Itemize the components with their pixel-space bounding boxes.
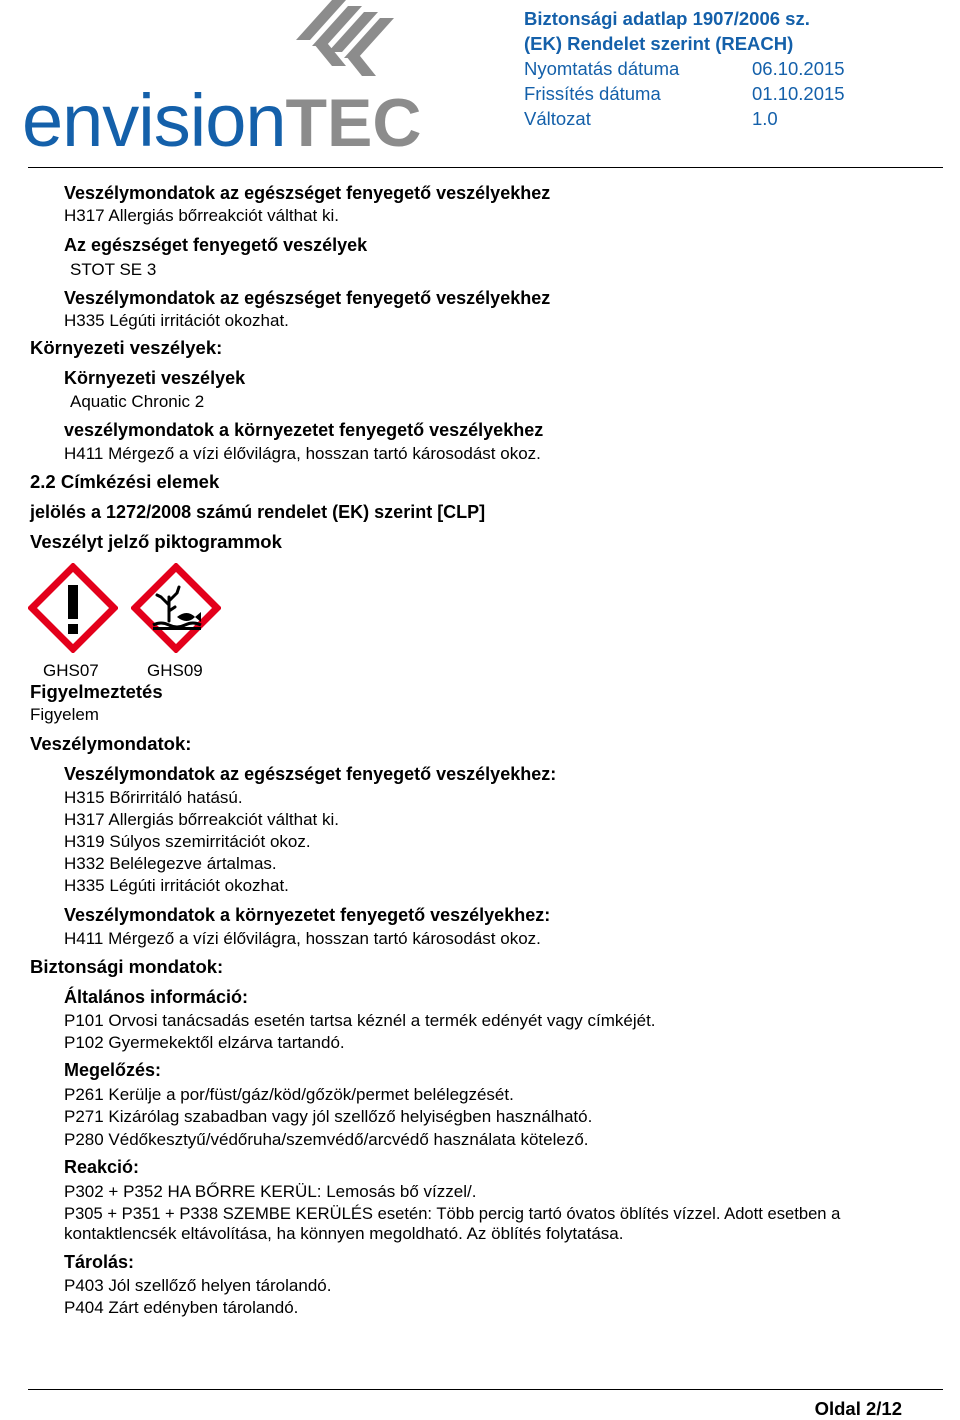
precautionary-statement: kontaktlencsék eltávolítása, ha könnyen megoldható. Az öblítés folytatása. bbox=[64, 1224, 624, 1243]
version-row bbox=[524, 106, 845, 131]
precautionary-statement: P305 + P351 + P338 SZEMBE KERÜLÉS esetén: Több percig tartó óvatos öblítés vízzel. Adott esetben a bbox=[64, 1204, 841, 1223]
document-title-line2: (EK) Rendelet szerint (REACH) bbox=[524, 33, 794, 54]
hazard-statement: H411 Mérgező a vízi élővilágra, hosszan tartó károsodást okoz. bbox=[64, 929, 541, 948]
storage-heading: Tárolás: bbox=[64, 1252, 135, 1272]
signal-word-title: Figyelmeztetés bbox=[30, 681, 163, 702]
signal-word-value: Figyelem bbox=[30, 705, 99, 724]
version-label: Változat bbox=[524, 108, 591, 129]
precautionary-statement: P280 Védőkesztyű/védőruha/szemvédő/arcvédő használata kötelező. bbox=[64, 1130, 589, 1149]
pictogram-code: GHS09 bbox=[147, 661, 203, 680]
hazard-statement: H317 Allergiás bőrreakciót válthat ki. bbox=[64, 206, 339, 225]
prevention-heading: Megelőzés: bbox=[64, 1060, 162, 1080]
pictograms-heading: Veszélyt jelző piktogrammok bbox=[30, 531, 282, 552]
logo-wordmark bbox=[22, 79, 422, 162]
hazard-statement: H332 Belélegezve ártalmas. bbox=[64, 854, 277, 873]
hazard-statement: H411 Mérgező a vízi élővilágra, hosszan tartó károsodást okoz. bbox=[64, 444, 541, 463]
hazard-class: STOT SE 3 bbox=[70, 260, 157, 279]
version-value: 1.0 bbox=[752, 108, 778, 129]
precautionary-statement: P404 Zárt edényben tárolandó. bbox=[64, 1298, 299, 1317]
environment-hazards-title: Környezeti veszélyek: bbox=[30, 337, 223, 358]
precautionary-statements-title: Biztonsági mondatok: bbox=[30, 956, 224, 977]
pictogram-code: GHS07 bbox=[43, 661, 99, 680]
section-heading: Az egészséget fenyegető veszélyek bbox=[64, 235, 368, 255]
print-date-value: 06.10.2015 bbox=[752, 58, 845, 79]
document-info bbox=[524, 6, 845, 131]
hazard-statements-title: Veszélymondatok: bbox=[30, 733, 192, 754]
hazard-statement: H317 Allergiás bőrreakciót válthat ki. bbox=[64, 810, 339, 829]
footer-divider bbox=[28, 1389, 943, 1390]
precautionary-statement: P271 Kizárólag szabadban vagy jól szellőző helyiségben használható. bbox=[64, 1107, 593, 1126]
precautionary-statement: P403 Jól szellőző helyen tárolandó. bbox=[64, 1276, 332, 1295]
logo-mark-icon bbox=[284, 0, 404, 82]
precautionary-statement: P102 Gyermekektől elzárva tartandó. bbox=[64, 1033, 345, 1052]
revision-date-label: Frissítés dátuma bbox=[524, 83, 661, 104]
clp-heading: jelölés a 1272/2008 számú rendelet (EK) szerint [CLP] bbox=[30, 502, 486, 522]
revision-date-value: 01.10.2015 bbox=[752, 83, 845, 104]
section-heading: veszélymondatok a környezetet fenyegető veszélyekhez bbox=[64, 420, 544, 440]
general-info-heading: Általános információ: bbox=[64, 987, 249, 1007]
environment-hazard-heading: Veszélymondatok a környezetet fenyegető veszélyekhez: bbox=[64, 905, 551, 925]
hazard-statement: H319 Súlyos szemirritációt okoz. bbox=[64, 832, 311, 851]
hazard-statement: H335 Légúti irritációt okozhat. bbox=[64, 876, 289, 895]
precautionary-statement: P302 + P352 HA BŐRRE KERÜL: Lemosás bő vízzel/. bbox=[64, 1182, 477, 1201]
revision-date-row bbox=[524, 81, 845, 106]
document-title-line1: Biztonsági adatlap 1907/2006 sz. bbox=[524, 8, 810, 29]
company-logo bbox=[22, 0, 472, 165]
environment-hazard-icon bbox=[131, 563, 221, 653]
page-number: Oldal 2/12 bbox=[814, 1398, 902, 1419]
section-heading: Veszélymondatok az egészséget fenyegető veszélyekhez bbox=[64, 288, 551, 308]
hazard-class: Aquatic Chronic 2 bbox=[70, 392, 205, 411]
precautionary-statement: P261 Kerülje a por/füst/gáz/köd/gőzök/permet belélegzését. bbox=[64, 1085, 514, 1104]
logo-wordmark-main: envision bbox=[22, 79, 286, 162]
hazard-statement: H335 Légúti irritációt okozhat. bbox=[64, 311, 289, 330]
response-heading: Reakció: bbox=[64, 1157, 140, 1177]
section-heading: Veszélymondatok az egészséget fenyegető veszélyekhez bbox=[64, 183, 551, 203]
health-hazard-heading: Veszélymondatok az egészséget fenyegető veszélyekhez: bbox=[64, 764, 557, 784]
logo-wordmark-accent: TEC bbox=[285, 85, 422, 161]
print-date-label: Nyomtatás dátuma bbox=[524, 58, 680, 79]
hazard-statement: H315 Bőrirritáló hatású. bbox=[64, 788, 243, 807]
header-divider bbox=[28, 167, 943, 168]
exclamation-mark-icon bbox=[28, 563, 118, 653]
labelling-elements-title: 2.2 Címkézési elemek bbox=[30, 471, 220, 492]
print-date-row bbox=[524, 56, 845, 81]
page-header bbox=[0, 0, 960, 172]
precautionary-statement: P101 Orvosi tanácsadás esetén tartsa kéznél a termék edényét vagy címkéjét. bbox=[64, 1011, 656, 1030]
section-heading: Környezeti veszélyek bbox=[64, 368, 246, 388]
